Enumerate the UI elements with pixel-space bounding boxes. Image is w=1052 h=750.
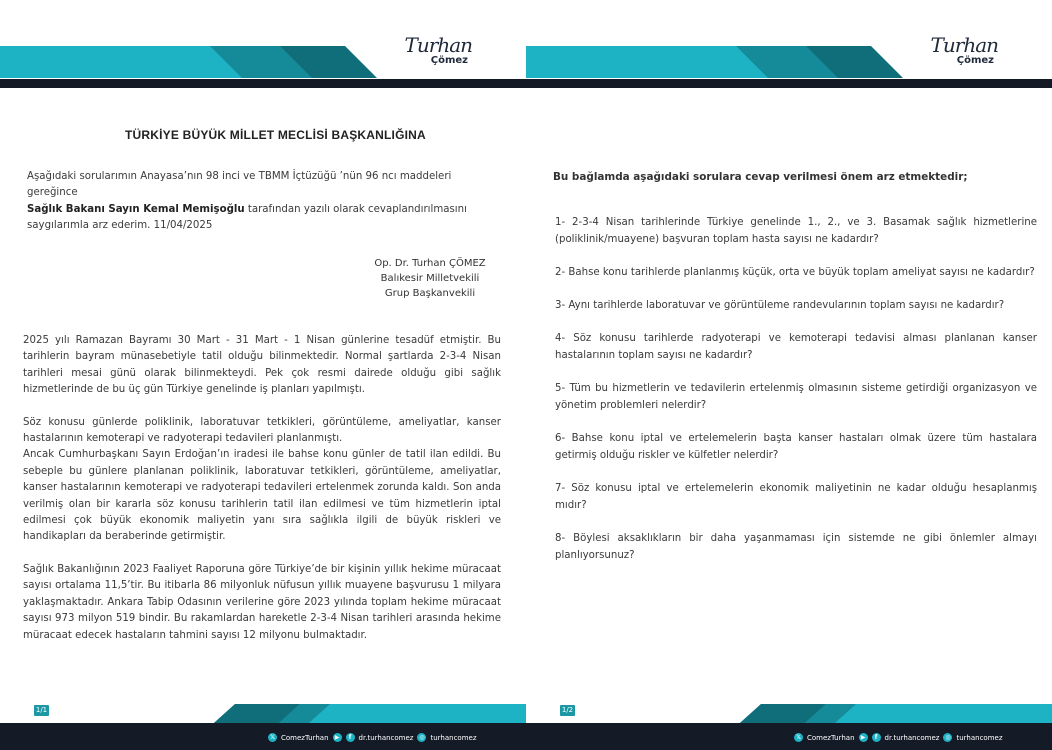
body-paragraph-2: Söz konusu günlerde poliklinik, laboratuvar tetkikleri, görüntüleme, ameliyatlar, kanser hastalarının kemoterapi ve radyoterapi tedavileri planlanmıştı. <box>23 416 501 445</box>
web-handle[interactable]: dr.turhancomez <box>884 733 940 742</box>
question-item: 4- Söz konusu tarihlerde radyoterapi ve kemoterapi tedavisi alması planlanan kanser hastalarının toplam sayısı ne kadardır? <box>555 333 1037 361</box>
question-item: 7- Söz konusu iptal ve ertelemelerin ekonomik maliyetinin ne kadar olduğu hesaplanmış mıdır? <box>555 483 1037 511</box>
intro-minister: Sağlık Bakanı Sayın Kemal Memişoğlu <box>27 203 245 215</box>
youtube-icon[interactable]: ▶ <box>333 733 342 742</box>
questions-intro: Bu bağlamda aşağıdaki sorulara cevap verilmesi önem arz etmektedir; <box>553 171 968 183</box>
signature-role-1: Balıkesir Milletvekili <box>380 273 480 284</box>
facebook-icon[interactable]: f <box>346 733 355 742</box>
social-links <box>794 733 1003 742</box>
signature-name: Op. Dr. Turhan ÇÖMEZ <box>374 258 486 269</box>
question-item: 3- Aynı tarihlerde laboratuvar ve görüntüleme randevularının toplam sayısı ne kadardır? <box>555 300 1005 311</box>
facebook-icon[interactable]: f <box>872 733 881 742</box>
instagram-icon[interactable]: ◎ <box>419 734 425 741</box>
x-handle[interactable]: ComezTurhan <box>281 733 329 742</box>
web-handle[interactable]: dr.turhancomez <box>358 733 414 742</box>
question-item: 2- Bahse konu tarihlerde planlanmış küçük, orta ve büyük toplam ameliyat sayısı ne kadardır? <box>555 267 1035 278</box>
instagram-handle[interactable]: turhancomez <box>430 733 477 742</box>
x-icon[interactable]: 𝕏 <box>268 733 277 742</box>
instagram-handle[interactable]: turhancomez <box>956 733 1003 742</box>
youtube-icon[interactable]: ▶ <box>859 733 868 742</box>
x-handle[interactable]: ComezTurhan <box>807 733 855 742</box>
x-icon[interactable]: 𝕏 <box>794 733 803 742</box>
intro-paragraph <box>27 169 503 235</box>
body-text <box>23 333 501 660</box>
brand-name: Turhan <box>930 33 998 57</box>
brand-logo <box>922 34 998 78</box>
question-item: 6- Bahse konu iptal ve ertelemelerin başta kanser hastaları olmak üzere tüm hastalara getirmiş olduğu riskler ve külfetler nelerdir? <box>555 433 1037 461</box>
intro-text-1: Aşağıdaki sorularımın Anayasa’nın 98 inci ve TBMM İçtüzüğü ’nün 96 ncı maddeleri gereğince <box>27 171 452 199</box>
brand-surname: Çömez <box>956 55 994 66</box>
question-item: 5- Tüm bu hizmetlerin ve tedavilerin ertelenmiş olmasının sisteme getirdiği organizasyon ve yönetim problemleri nelerdir? <box>555 383 1037 411</box>
brand-name: Turhan <box>404 33 472 57</box>
questions-list <box>555 214 1037 580</box>
signature-block <box>360 256 500 301</box>
body-paragraph-4: Sağlık Bakanlığının 2023 Faaliyet Raporuna göre Türkiye’de bir kişinin yıllık hekime müracaat sayısı ortalama 11,5’tir. Bu itibarla 86 milyonluk nüfusun yıllık muayene başvurusu 1 milyara yaklaşmaktadır. Ankara Tabip Odasının verilerine göre 2023 yılında toplam hekime müracaat sayısı 973 milyon 519 bindir. Bu rakamlardan hareketle 2-3-4 Nisan tarihleri arasında hekime müracaat edecek hastaların tahmini sayısı 12 milyonu bulmaktadır. <box>23 563 501 641</box>
page-number: 1/1 <box>35 706 48 714</box>
body-paragraph-1: 2025 yılı Ramazan Bayramı 30 Mart - 31 Mart - 1 Nisan günlerine tesadüf etmiştir. Bu tarihlerin bayram münasebetiyle tatil olduğu bilinmektedir. Normal şartlarda 2-3-4 Nisan tarihleri mesai günü olarak bilinmekteydi. Pek çok resmi dairede olduğu gibi sağlık hizmetlerinde de bu üç gün Türkiye genelinde iş planları yapılmıştı. <box>23 335 501 396</box>
social-links <box>268 733 477 742</box>
instagram-icon[interactable]: ◎ <box>945 734 951 741</box>
intro-text-2: tarafından yazılı olarak cevaplandırılmasını saygılarımla arz ederim. 11/04/2025 <box>27 203 467 232</box>
question-item: 8- Böylesi aksaklıkların bir daha yaşanmaması için sistemde ne gibi önlemler almayı planlıyorsunuz? <box>555 533 1037 561</box>
signature-role-2: Grup Başkanvekili <box>384 288 476 299</box>
brand-logo <box>396 34 472 78</box>
body-paragraph-3: Ancak Cumhurbaşkanı Sayın Erdoğan’ın iradesi ile bahse konu günler de tatil ilan edildi. Bu sebeple bu günlere planlanan poliklinik, laboratuvar tetkikleri, görüntüleme, ameliyatlar, kanser hastalarının kemoterapi ve radyoterapi tedavileri ertelenmek zorunda kaldı. Son anda verilmiş olan bir kararla söz konusu tarihlerin tatil ilan edilmesi ve tüm hizmetlerin iptal edilmesi çok büyük ekonomik maliyetin yanı sıra sağlıkla ilgili de büyük riskleri ve handikapları da beraberinde getirmiştir. <box>23 449 501 543</box>
document-heading: TÜRKİYE BÜYÜK MİLLET MECLİSİ BAŞKANLIĞINA <box>125 128 426 142</box>
brand-surname: Çömez <box>430 55 468 66</box>
question-item: 1- 2-3-4 Nisan tarihlerinde Türkiye genelinde 1., 2., ve 3. Basamak sağlık hizmetlerine (poliklinik/muayene) başvuran toplam hasta sayısı ne kadardır? <box>555 217 1037 245</box>
page-number: 1/2 <box>561 706 574 714</box>
